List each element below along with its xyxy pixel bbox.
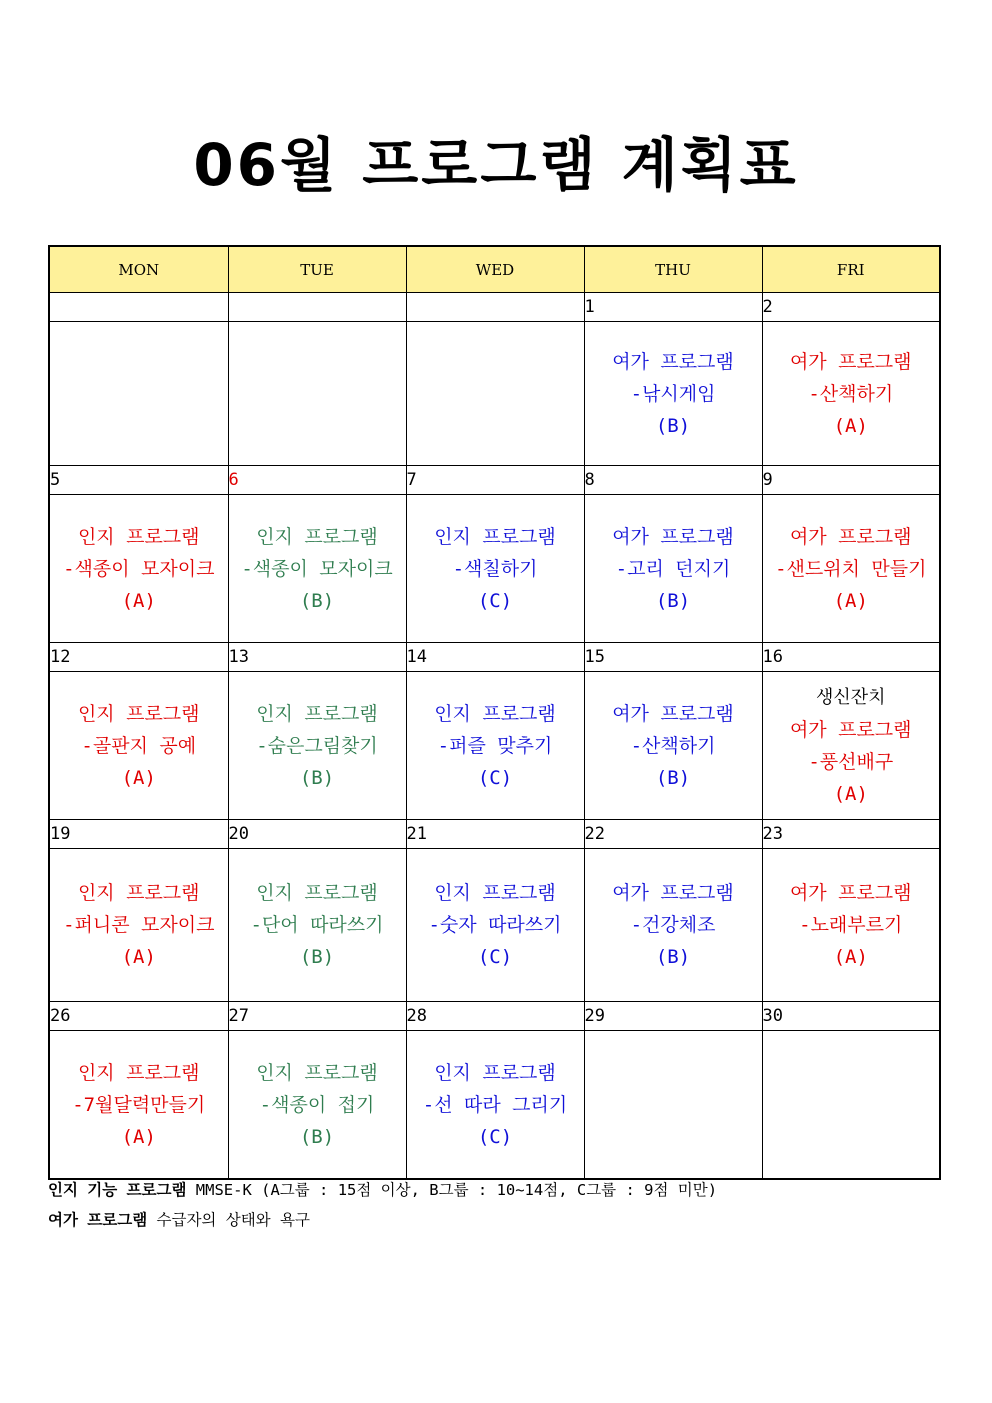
program-cell — [228, 495, 406, 643]
program-row — [49, 1031, 940, 1180]
program-activity: -단어 따라쓰기 — [250, 914, 384, 936]
program-cell — [762, 849, 940, 1002]
program-activity: -퍼즐 맞추기 — [437, 734, 553, 757]
program-group: (B) — [655, 766, 691, 789]
program-cell — [49, 322, 228, 466]
program-row — [49, 495, 940, 643]
weekday-mon: MON — [49, 246, 228, 293]
program-cell — [49, 495, 228, 643]
date-number-row — [49, 820, 940, 849]
program-type: 인지 프로그램 — [434, 882, 556, 904]
program-activity: -낚시게임 — [630, 382, 716, 405]
program-cell — [406, 672, 584, 820]
program-cell — [762, 322, 940, 466]
program-type: 인지 프로그램 — [77, 882, 200, 904]
program-activity: -숨은그림찾기 — [256, 734, 378, 757]
date-number: 9 — [762, 466, 940, 495]
program-activity: -고리 던지기 — [615, 557, 731, 580]
legend-label: 인지 기능 프로그램 — [48, 1181, 187, 1199]
program-type: 여가 프로그램 — [612, 702, 734, 725]
program-cell — [762, 672, 940, 820]
date-number — [49, 293, 228, 322]
program-activity: -퍼니콘 모자이크 — [63, 914, 215, 936]
date-number: 1 — [584, 293, 762, 322]
date-number — [228, 293, 406, 322]
date-number-row — [49, 293, 940, 322]
date-number: 6 — [228, 466, 406, 495]
legend-text: MMSE-K (A그룹 : 15점 이상, B그룹 : 10~14점, C그룹 : 9점 미만) — [186, 1181, 718, 1199]
legend-cognitive — [48, 1178, 717, 1200]
program-activity: -풍선배구 — [808, 750, 894, 773]
program-group: (A) — [121, 766, 156, 789]
program-type: 인지 프로그램 — [434, 702, 556, 725]
program-group: (C) — [477, 1125, 513, 1148]
date-number: 16 — [762, 643, 940, 672]
program-cell — [406, 1031, 584, 1180]
program-activity: -색칠하기 — [452, 557, 538, 580]
program-group: (A) — [833, 414, 868, 437]
program-activity: -노래부르기 — [799, 914, 903, 936]
program-group: (A) — [121, 1125, 156, 1148]
program-group: (B) — [655, 589, 691, 612]
program-cell — [406, 495, 584, 643]
program-group: (B) — [655, 946, 691, 968]
date-number: 12 — [49, 643, 228, 672]
date-number: 19 — [49, 820, 228, 849]
program-cell — [49, 1031, 228, 1180]
program-type: 인지 프로그램 — [77, 702, 200, 725]
program-type: 인지 프로그램 — [434, 525, 556, 548]
date-number-row — [49, 1002, 940, 1031]
program-cell — [762, 1031, 940, 1180]
legend-leisure — [48, 1208, 310, 1230]
program-type: 여가 프로그램 — [789, 718, 912, 741]
program-type: 인지 프로그램 — [256, 1061, 378, 1084]
weekday-header-row — [49, 246, 940, 293]
program-group: (B) — [299, 946, 335, 968]
date-number: 15 — [584, 643, 762, 672]
date-number: 20 — [228, 820, 406, 849]
date-number: 28 — [406, 1002, 584, 1031]
program-activity: -산책하기 — [808, 382, 894, 405]
calendar-body — [49, 293, 940, 1180]
program-group: (A) — [833, 782, 868, 805]
date-number: 27 — [228, 1002, 406, 1031]
program-row — [49, 849, 940, 1002]
program-cell — [228, 322, 406, 466]
program-type: 인지 프로그램 — [256, 702, 378, 725]
program-activity: -색종이 모자이크 — [63, 557, 215, 580]
program-row — [49, 672, 940, 820]
program-cell — [584, 495, 762, 643]
weekday-tue: TUE — [228, 246, 406, 293]
program-group: (A) — [833, 589, 868, 612]
program-cell — [584, 849, 762, 1002]
program-cell — [584, 322, 762, 466]
program-group: (A) — [121, 946, 156, 968]
program-type: 인지 프로그램 — [256, 882, 378, 904]
program-type: 인지 프로그램 — [434, 1061, 556, 1084]
program-group: (C) — [477, 589, 513, 612]
program-type: 여가 프로그램 — [789, 350, 912, 373]
weekday-fri: FRI — [762, 246, 940, 293]
program-cell — [228, 849, 406, 1002]
program-group: (C) — [477, 766, 513, 789]
program-group: (A) — [833, 946, 868, 968]
program-group: (B) — [655, 414, 691, 437]
weekday-wed: WED — [406, 246, 584, 293]
date-number: 2 — [762, 293, 940, 322]
program-type: 여가 프로그램 — [612, 350, 734, 373]
date-number-row — [49, 466, 940, 495]
program-activity: -숫자 따라쓰기 — [428, 914, 562, 936]
program-type: 여가 프로그램 — [789, 525, 912, 548]
legend-text: 수급자의 상태와 욕구 — [147, 1211, 310, 1229]
date-number — [406, 293, 584, 322]
program-activity: -건강체조 — [630, 914, 716, 936]
program-group: (B) — [299, 1125, 335, 1148]
program-activity: -색종이 접기 — [259, 1093, 375, 1116]
calendar-table — [48, 245, 941, 1180]
program-cell — [406, 322, 584, 466]
date-number: 26 — [49, 1002, 228, 1031]
program-type: 인지 프로그램 — [77, 525, 200, 548]
date-number: 21 — [406, 820, 584, 849]
program-cell — [228, 672, 406, 820]
program-cell — [406, 849, 584, 1002]
date-number: 22 — [584, 820, 762, 849]
program-type: 여가 프로그램 — [789, 882, 912, 904]
program-activity: -색종이 모자이크 — [241, 557, 393, 580]
program-type: 여가 프로그램 — [612, 882, 734, 904]
event-title: 생신잔치 — [815, 686, 886, 708]
program-activity: -샌드위치 만들기 — [775, 557, 927, 580]
program-type: 인지 프로그램 — [77, 1061, 200, 1084]
program-cell — [228, 1031, 406, 1180]
program-group: (B) — [299, 766, 335, 789]
date-number-row — [49, 643, 940, 672]
date-number: 14 — [406, 643, 584, 672]
date-number: 23 — [762, 820, 940, 849]
page-title: 06월 프로그램 계획표 — [193, 131, 799, 199]
program-cell — [584, 672, 762, 820]
date-number: 5 — [49, 466, 228, 495]
program-type: 인지 프로그램 — [256, 525, 378, 548]
date-number: 7 — [406, 466, 584, 495]
program-group: (C) — [477, 946, 513, 968]
program-group: (B) — [299, 589, 335, 612]
program-activity: -선 따라 그리기 — [422, 1093, 568, 1116]
program-type: 여가 프로그램 — [612, 525, 734, 548]
date-number: 13 — [228, 643, 406, 672]
program-activity: -산책하기 — [630, 734, 716, 757]
weekday-thu: THU — [584, 246, 762, 293]
legend-label: 여가 프로그램 — [48, 1211, 148, 1229]
program-cell — [762, 495, 940, 643]
program-activity: -골판지 공예 — [81, 734, 197, 757]
program-group: (A) — [121, 589, 156, 612]
program-cell — [584, 1031, 762, 1180]
date-number: 30 — [762, 1002, 940, 1031]
program-row — [49, 322, 940, 466]
program-cell — [49, 672, 228, 820]
program-cell — [49, 849, 228, 1002]
date-number: 29 — [584, 1002, 762, 1031]
date-number: 8 — [584, 466, 762, 495]
program-activity: -7월달력만들기 — [72, 1093, 206, 1116]
